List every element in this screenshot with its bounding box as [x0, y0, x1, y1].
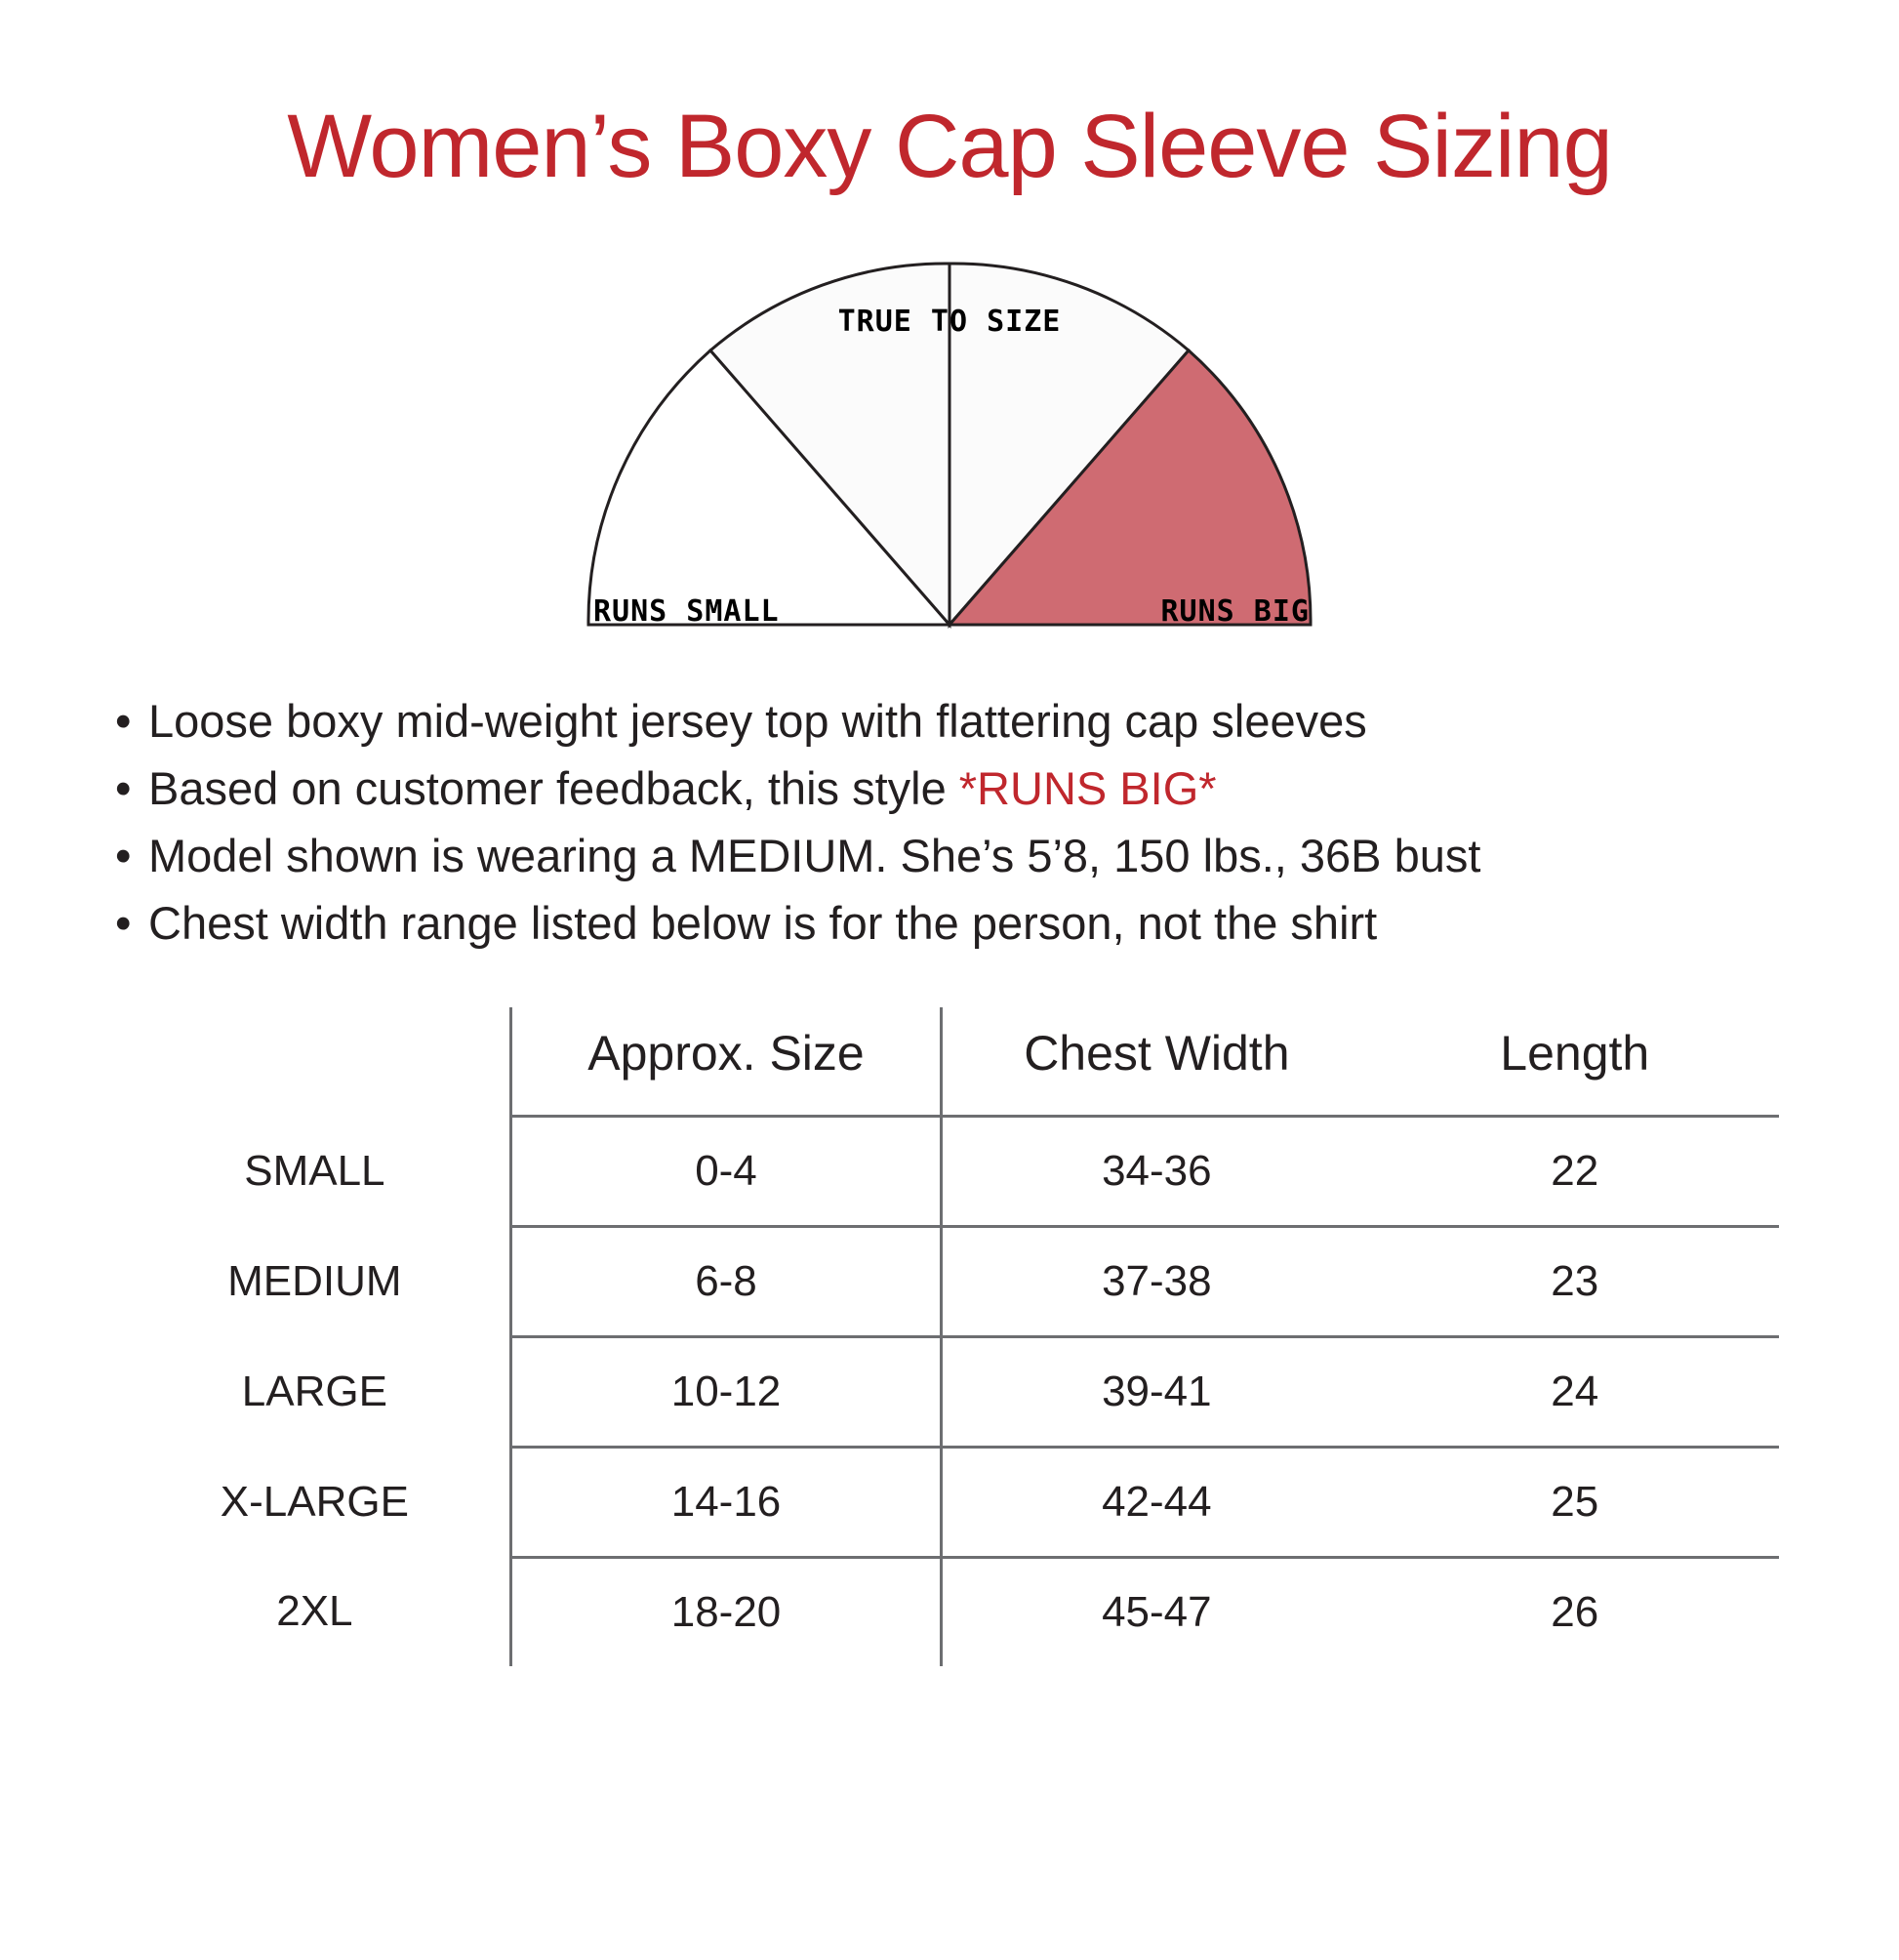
- sizing-chart-page: [0, 61, 1899, 1960]
- size-table-body: [120, 1117, 1779, 1667]
- row-approx-size: 18-20: [510, 1558, 941, 1667]
- bullet-dot-icon: •: [115, 694, 132, 747]
- gauge-label-true-to-size: TRUE TO SIZE: [837, 304, 1062, 339]
- bullet-text: Model shown is wearing a MEDIUM. She’s 5’8, 150 lbs., 36B bust: [148, 830, 1481, 881]
- table-header-row: [120, 1007, 1779, 1117]
- bullet-dot-icon: •: [115, 830, 132, 881]
- row-size-name: 2XL: [276, 1587, 353, 1636]
- size-table-container: [0, 1007, 1899, 1666]
- row-chest-width: 42-44: [942, 1448, 1371, 1558]
- row-chest-width: 37-38: [942, 1227, 1371, 1337]
- page-title: Women’s Boxy Cap Sleeve Sizing: [287, 96, 1612, 196]
- list-item: [115, 687, 1899, 755]
- bullet-text-accent: *RUNS BIG*: [958, 761, 1217, 814]
- column-header-chest-width: Chest Width: [942, 1007, 1371, 1117]
- row-chest-width: 34-36: [942, 1117, 1371, 1227]
- row-length: 23: [1370, 1227, 1779, 1337]
- row-approx-size: 10-12: [510, 1337, 941, 1448]
- row-length: 24: [1370, 1337, 1779, 1448]
- row-chest-width: 45-47: [942, 1558, 1371, 1667]
- row-length: 22: [1370, 1117, 1779, 1227]
- bullet-text: Loose boxy mid-weight jersey top with flattering cap sleeves: [148, 694, 1367, 747]
- row-size-name: X-LARGE: [220, 1478, 409, 1527]
- column-header-approx-size: Approx. Size: [510, 1007, 941, 1117]
- row-size-name: MEDIUM: [227, 1257, 402, 1306]
- row-approx-size: 14-16: [510, 1448, 941, 1558]
- size-table-header: [120, 1007, 1779, 1117]
- table-row: [120, 1558, 1779, 1667]
- bullet-dot-icon: •: [115, 761, 132, 814]
- bullet-text: Chest width range listed below is for the person, not the shirt: [148, 897, 1378, 950]
- row-approx-size: 6-8: [510, 1227, 941, 1337]
- table-row: [120, 1227, 1779, 1337]
- row-size-name: SMALL: [244, 1147, 385, 1196]
- bullet-dot-icon: •: [115, 897, 132, 950]
- row-chest-width: 39-41: [942, 1337, 1371, 1448]
- gauge-label-runs-big: RUNS BIG: [1160, 593, 1310, 629]
- size-table: [120, 1007, 1779, 1666]
- list-item: [115, 889, 1899, 957]
- row-length: 25: [1370, 1448, 1779, 1558]
- row-approx-size: 0-4: [510, 1117, 941, 1227]
- row-size-name: LARGE: [241, 1368, 387, 1416]
- fit-gauge: [0, 254, 1899, 644]
- list-item: [115, 822, 1899, 889]
- column-header-blank: [120, 1007, 510, 1117]
- column-header-length: Length: [1370, 1007, 1779, 1117]
- gauge-label-runs-small: RUNS SMALL: [593, 593, 780, 629]
- list-item: [115, 755, 1899, 822]
- bullet-text: Based on customer feedback, this style: [148, 761, 959, 814]
- fit-gauge-graphic: [574, 254, 1325, 644]
- row-length: 26: [1370, 1558, 1779, 1667]
- table-row: [120, 1117, 1779, 1227]
- feature-bullet-list: [0, 687, 1899, 957]
- table-row: [120, 1448, 1779, 1558]
- table-row: [120, 1337, 1779, 1448]
